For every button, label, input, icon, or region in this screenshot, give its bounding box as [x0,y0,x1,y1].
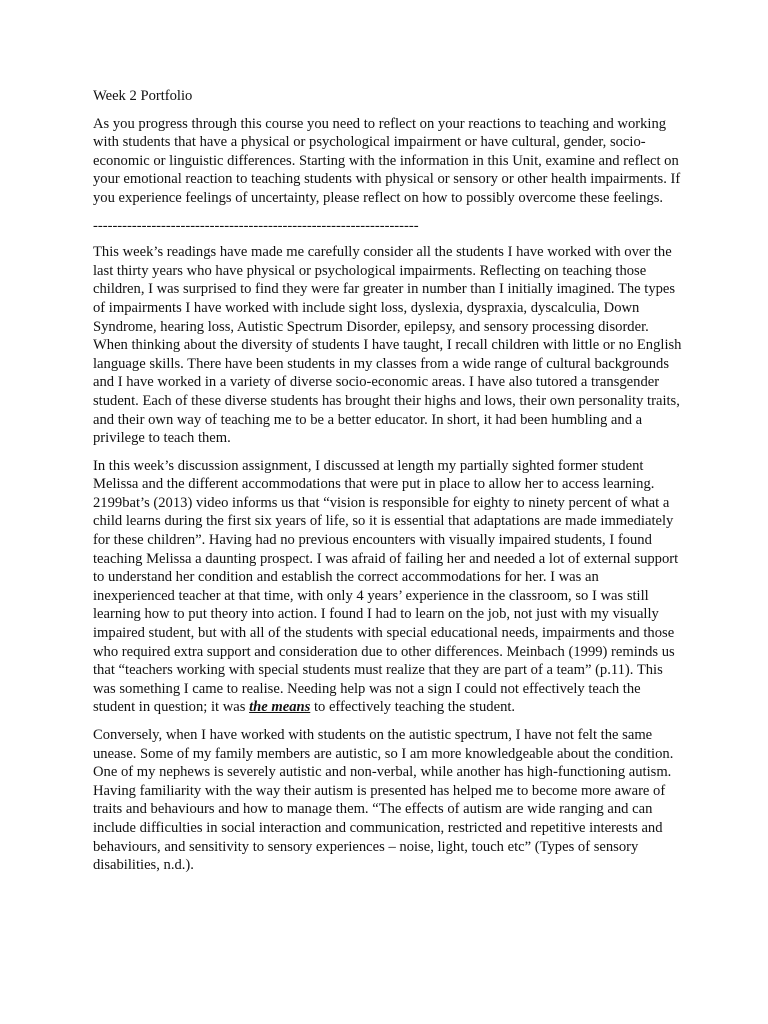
paragraph-discussion-text: In this week’s discussion assignment, I discussed at length my partially sighted former student Melissa and the different accommodations that were put in place to allow her to access learning. 2199bat’s (2013) video informs us that “vision is responsible for eighty to ninety percent of what a child learns during the first six years of life, so it is essential that adaptations are made immediately for these children”. Having had no previous encounters with visually impaired students, I found teaching Melissa a daunting prospect. I was afraid of failing her and needed a lot of external support to understand her condition and establish the correct accommodations for her. I was an inexperienced teacher at that time, with only 4 years’ experience in the classroom, so I was still learning how to put theory into action. I found I had to learn on the job, not just with my visually impaired student, but with all of the students with special educational needs, impairments and those who required extra support and consideration due to other differences. Meinbach (1999) reminds us that “teachers working with special students must realize that they are part of a team” (p.11). This was something I came to realise. Needing help was not a sign I could not effectively teach the student in question; it was [93,457,679,716]
separator-line: ------------------------------------------------------------------- [93,217,419,234]
emphasis-the-means: the means [249,699,311,716]
assignment-prompt: As you progress through this course you need to reflect on your reactions to teaching and working with students that have a physical or psychological impairment or have cultural, gender, socio-economic or linguistic differences. Starting with the information in this Unit, examine and reflect on your emotional reaction to teaching students with physical or sensory or other health impairments. If you experience feelings of uncertainty, please reflect on how to possibly overcome these feelings. [93,115,681,206]
paragraph-autism: Conversely, when I have worked with students on the autistic spectrum, I have not felt the same unease. Some of my family members are autistic, so I am more knowledgeable about the condition. One of my nephews is severely autistic and non-verbal, while another has high-functioning autism. Having familiarity with the way their autism is presented has helped me to become more aware of traits and behaviours and how to manage them. “The effects of autism are wide ranging and can include difficulties in social interaction and communication, restricted and repetitive interests and behaviours, and sensitivity to sensory experiences – noise, light, touch etc” (Types of sensory disabilities, n.d.). [93,727,674,874]
document-page [93,87,683,884]
paragraph-readings: This week’s readings have made me carefully consider all the students I have worked with over the last thirty years who have physical or psychological impairments. Reflecting on teaching those children, I was surprised to find they were far greater in number than I initially imagined. The types of impairments I have worked with include sight loss, dyslexia, dyspraxia, dyscalculia, Down Syndrome, hearing loss, Autistic Spectrum Disorder, epilepsy, and sensory processing disorder. When thinking about the diversity of students I have taught, I recall children with little or no English language skills. There have been students in my classes from a wide range of cultural backgrounds and I have worked in a variety of diverse socio-economic areas. I have also tutored a transgender student. Each of these diverse students has brought their highs and lows, their own personality traits, and their own way of teaching me to be a better educator. In short, it had been humbling and a privilege to teach them. [93,244,682,447]
document-title: Week 2 Portfolio [93,88,193,104]
paragraph-discussion-end: to effectively teaching the student. [310,699,516,716]
paragraph-discussion [93,457,683,717]
